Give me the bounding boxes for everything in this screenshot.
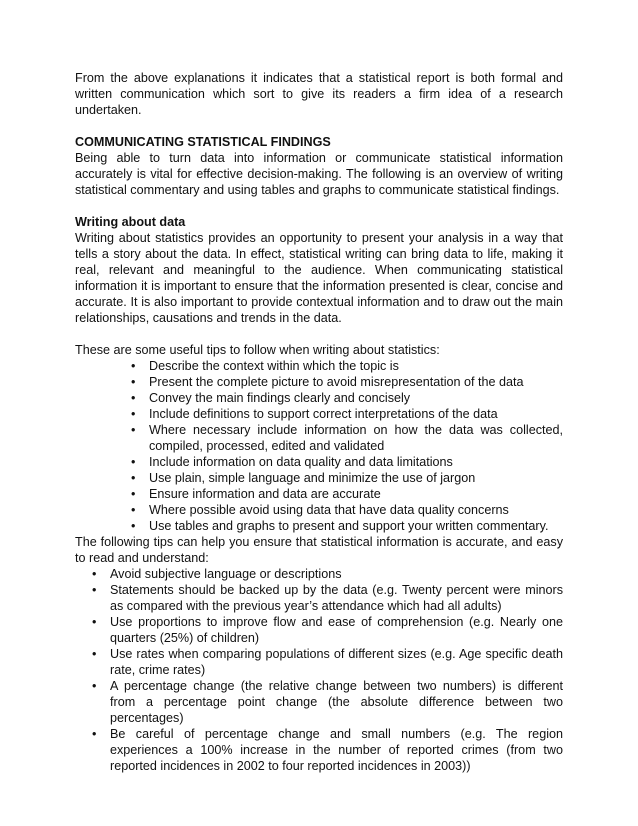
intro-paragraph: From the above explanations it indicates that a statistical report is both formal and written communication which sort to give its readers a firm idea of a research undertaken. (75, 71, 563, 117)
list-item: • Where possible avoid using data that have data quality concerns (75, 502, 563, 518)
list-item: • Describe the context within which the topic is (75, 358, 563, 374)
document-page (75, 70, 563, 774)
list-item: • Present the complete picture to avoid misrepresentation of the data (75, 374, 563, 390)
spacer (75, 326, 563, 342)
spacer (75, 198, 563, 214)
list-item: • Convey the main findings clearly and concisely (75, 390, 563, 406)
list-item: • Where necessary include information on how the data was collected, compiled, processed, edited and validated (75, 422, 563, 454)
tips-intro: These are some useful tips to follow when writing about statistics: (75, 343, 440, 357)
writing-tips-list (75, 358, 563, 534)
list-item: • Be careful of percentage change and small numbers (e.g. The region experiences a 100% increase in the number of reported crimes (from two reported incidences in 2002 to four reported incidences in 2003)) (75, 726, 563, 774)
section-heading-writing: Writing about data (75, 215, 186, 229)
accuracy-tips-list (75, 566, 563, 774)
section-heading-communicating: COMMUNICATING STATISTICAL FINDINGS (75, 135, 331, 149)
list-item: • Avoid subjective language or descriptions (75, 566, 563, 582)
list-item: • A percentage change (the relative change between two numbers) is different from a percentage point change (the absolute difference between two percentages) (75, 678, 563, 726)
spacer (75, 118, 563, 134)
section-body-writing: Writing about statistics provides an opportunity to present your analysis in a way that tells a story about the data. In effect, statistical writing can bring data to life, making it real, relevant and meaningful to the audience. When communicating statistical information it is important to ensure that the information presented is clear, concise and accurate. It is also important to provide contextual information and to draw out the main relationships, causations and trends in the data. (75, 231, 563, 325)
list-item: • Use rates when comparing populations of different sizes (e.g. Age specific death rate, crime rates) (75, 646, 563, 678)
list-item: • Use plain, simple language and minimize the use of jargon (75, 470, 563, 486)
list-item: • Use tables and graphs to present and support your written commentary. (75, 518, 563, 534)
list-item: • Statements should be backed up by the data (e.g. Twenty percent were minors as compared with the previous year’s attendance which had all adults) (75, 582, 563, 614)
accuracy-intro: The following tips can help you ensure that statistical information is accurate, and easy to read and understand: (75, 535, 563, 565)
section-body-communicating: Being able to turn data into information or communicate statistical information accurately is vital for effective decision-making. The following is an overview of writing statistical commentary and using tables and graphs to communicate statistical findings. (75, 151, 563, 197)
list-item: • Use proportions to improve flow and ease of comprehension (e.g. Nearly one quarters (25%) of children) (75, 614, 563, 646)
list-item: • Include definitions to support correct interpretations of the data (75, 406, 563, 422)
list-item: • Ensure information and data are accurate (75, 486, 563, 502)
list-item: • Include information on data quality and data limitations (75, 454, 563, 470)
